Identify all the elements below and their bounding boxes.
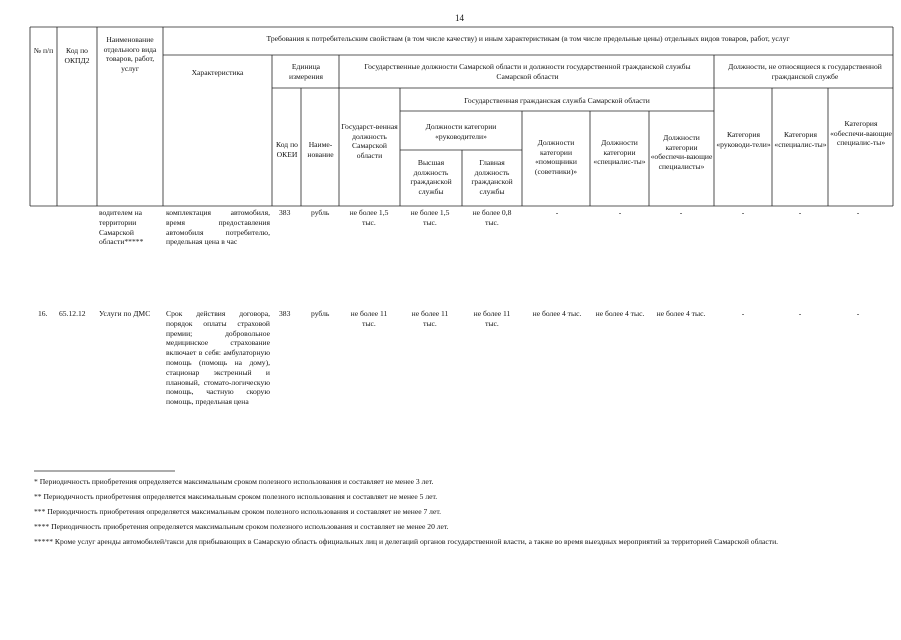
row-cont-dash: - <box>741 208 745 217</box>
row-cont-v3: не более 0,8 тыс. <box>472 208 512 227</box>
header-specialists: Должности категории «специалис-ты» <box>593 138 646 167</box>
row-cont-dash: - <box>555 208 559 217</box>
row-cont-v1: не более 1,5 тыс. <box>349 208 389 227</box>
row-cont-characteristic: комплектация автомобиля, время предоставления автомобиля потребителю, предельная цена в час <box>166 208 270 247</box>
row-cont-dash: - <box>798 208 802 217</box>
row16-code: 383 <box>279 309 291 318</box>
header-okpd: Код по ОКПД2 <box>64 46 90 65</box>
row-cont-name: водителем на территории Самарской области***** <box>99 208 144 247</box>
row16-v1: не более 11 тыс. <box>350 309 388 328</box>
row16-dash: - <box>741 309 745 318</box>
header-name: Наименование отдельного вида товаров, работ, услуг <box>103 35 157 73</box>
header-assistants: Должности категории «помощники (советники)» <box>534 138 578 176</box>
row16-v3: не более 11 тыс. <box>473 309 511 328</box>
header-unit-code: Код по ОКЕИ <box>276 140 298 159</box>
header-unit-name: Наиме-нование <box>307 140 334 159</box>
row-cont-code: 383 <box>279 208 291 217</box>
header-highest: Высшая должность гражданской службы <box>410 158 452 196</box>
footnote-2: ** Периодичность приобретения определяется максимальным сроком полезного использования и составляет не менее 5 лет. <box>34 492 438 501</box>
row16-num: 16. <box>38 309 48 318</box>
header-cat-support: Категория «обеспечи-вающие специалис-ты» <box>830 119 892 148</box>
row16-v2: не более 11 тыс. <box>411 309 449 328</box>
header-main: Главная должность гражданской службы <box>471 158 513 196</box>
header-num: № п/п <box>33 46 54 55</box>
footnote-5: ***** Кроме услуг аренды автомобилей/такси для прибывающих в Самарскую область официальных лиц и делегаций органов государственной власти, а также во время выездных мероприятий за территорией Самарской области. <box>34 537 779 546</box>
row-cont-dash: - <box>679 208 683 217</box>
row-cont-v2: не более 1,5 тыс. <box>410 208 450 227</box>
row-cont-dash: - <box>856 208 860 217</box>
header-support: Должности категории «обеспечи-вающие специалисты» <box>650 133 713 171</box>
row16-dash: - <box>856 309 860 318</box>
header-gov-positions: Государственные должности Самарской области и должности государственной гражданской службы Самарской области <box>364 62 691 81</box>
header-requirements: Требования к потребительским свойствам (в том числе качеству) и иным характеристикам (в том числе предельные цены) отдельных видов товаров, работ, услуг <box>266 34 790 43</box>
header-cat-leaders: Категория «руководи-тели» <box>716 130 771 149</box>
row16-unit: рубль <box>311 309 330 318</box>
row-cont-unit: рубль <box>311 208 330 217</box>
row16-okpd: 65.12.12 <box>59 309 86 318</box>
row16-v5: не более 4 тыс. <box>595 309 645 318</box>
row16-characteristic: Срок действия договора, порядок оплаты страховой премии; добровольное медицинское страхование включает в себя: амбулаторную помощь (помощь на дому), стационар экстренный и плановый, стомато-логическую помощь, частную скорую помощь, предельная цена <box>166 309 270 407</box>
header-cat-specialists: Категория «специалис-ты» <box>774 130 827 149</box>
header-characteristic: Характеристика <box>191 68 244 77</box>
row16-v4: не более 4 тыс. <box>532 309 582 318</box>
header-unit: Единица измерения <box>289 62 323 81</box>
footnote-1: * Периодичность приобретения определяется максимальным сроком полезного использования и составляет не менее 3 лет. <box>34 477 434 486</box>
footnote-3: *** Периодичность приобретения определяется максимальным сроком полезного использования и составляет не менее 7 лет. <box>34 507 441 516</box>
row16-name: Услуги по ДМС <box>99 309 151 318</box>
header-not-gov: Должности, не относящиеся к государственной гражданской службе <box>728 62 882 81</box>
row16-v6: не более 4 тыс. <box>656 309 706 318</box>
page-number: 14 <box>455 13 464 23</box>
row-cont-dash: - <box>618 208 622 217</box>
header-state-position: Государст-венная должность Самарской области <box>341 122 398 160</box>
header-civil-service: Государственная гражданская служба Самарской области <box>464 96 650 105</box>
footnote-4: **** Периодичность приобретения определяется максимальным сроком полезного использования и составляет не менее 20 лет. <box>34 522 449 531</box>
header-leaders: Должности категории «руководители» <box>425 122 497 141</box>
row16-dash: - <box>798 309 802 318</box>
